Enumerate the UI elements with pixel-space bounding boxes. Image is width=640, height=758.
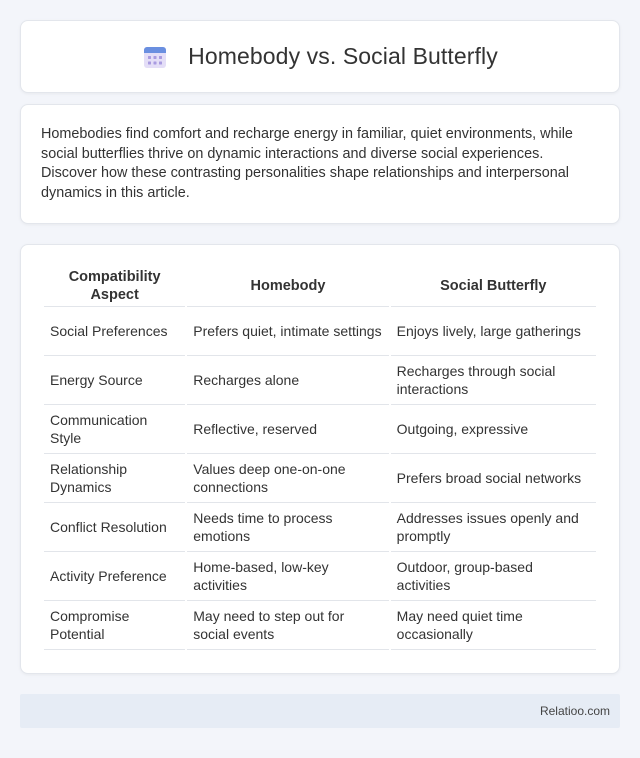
page-title: Homebody vs. Social Butterfly xyxy=(188,43,498,69)
comparison-table xyxy=(42,265,598,650)
header-aspect: Compatibility Aspect xyxy=(44,265,185,307)
aspect-cell: Social Preferences xyxy=(44,307,185,356)
homebody-cell: Values deep one-on-one connections xyxy=(187,454,388,503)
aspect-cell: Compromise Potential xyxy=(44,601,185,650)
social-butterfly-cell: May need quiet time occasionally xyxy=(391,601,596,650)
table-row xyxy=(44,405,596,454)
header-homebody: Homebody xyxy=(187,265,388,307)
comparison-table-card xyxy=(20,244,620,674)
table-row xyxy=(44,356,596,405)
aspect-cell: Activity Preference xyxy=(44,552,185,601)
homebody-cell: Prefers quiet, intimate settings xyxy=(187,307,388,356)
footer xyxy=(20,694,620,728)
social-butterfly-cell: Recharges through social interactions xyxy=(391,356,596,405)
table-row xyxy=(44,552,596,601)
homebody-cell: May need to step out for social events xyxy=(187,601,388,650)
intro-card xyxy=(20,104,620,224)
homebody-cell: Home-based, low-key activities xyxy=(187,552,388,601)
title-wrap xyxy=(142,43,498,70)
social-butterfly-cell: Addresses issues openly and promptly xyxy=(391,503,596,552)
homebody-cell: Reflective, reserved xyxy=(187,405,388,454)
intro-text: Homebodies find comfort and recharge energy in familiar, quiet environments, while social butterflies thrive on dynamic interactions and diverse social experiences. Discover how these contrasting personalities shape relationships and interpersonal dynamics in this article. xyxy=(41,126,573,201)
aspect-cell: Communication Style xyxy=(44,405,185,454)
social-butterfly-cell: Prefers broad social networks xyxy=(391,454,596,503)
aspect-cell: Energy Source xyxy=(44,356,185,405)
table-row xyxy=(44,454,596,503)
footer-brand: Relatioo.com xyxy=(539,704,610,718)
social-butterfly-cell: Enjoys lively, large gatherings xyxy=(391,307,596,356)
homebody-cell: Needs time to process emotions xyxy=(187,503,388,552)
calendar-icon xyxy=(142,44,168,70)
homebody-cell: Recharges alone xyxy=(187,356,388,405)
table-row xyxy=(44,307,596,356)
aspect-cell: Conflict Resolution xyxy=(44,503,185,552)
header-social-butterfly: Social Butterfly xyxy=(391,265,596,307)
table-row xyxy=(44,503,596,552)
aspect-cell: Relationship Dynamics xyxy=(44,454,185,503)
table-row xyxy=(44,601,596,650)
table-header-row xyxy=(44,265,596,307)
social-butterfly-cell: Outgoing, expressive xyxy=(391,405,596,454)
header-card xyxy=(20,20,620,93)
social-butterfly-cell: Outdoor, group-based activities xyxy=(391,552,596,601)
